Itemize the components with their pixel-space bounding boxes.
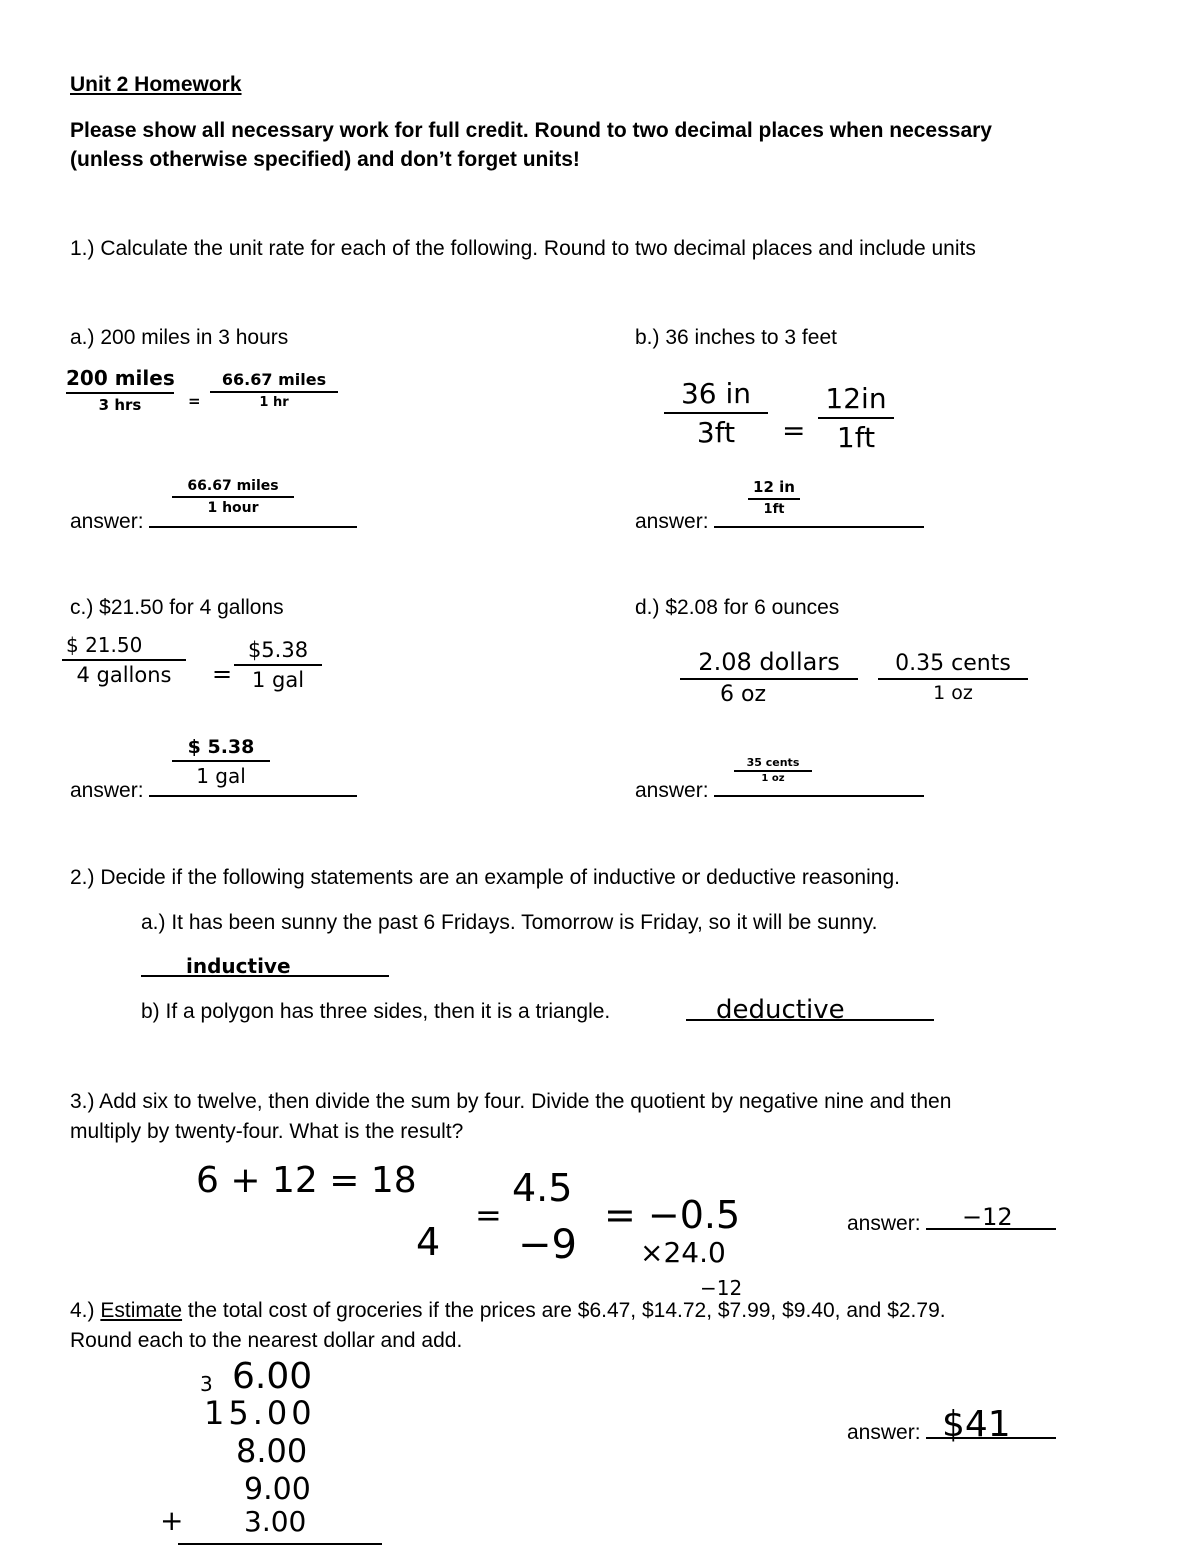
q1b-work-denominator-2: 1ft — [836, 421, 876, 454]
q2a-answer: inductive — [186, 954, 291, 978]
q1c-answer-numerator: $ 5.38 — [187, 736, 255, 758]
q1c-label: c.) $21.50 for 4 gallons — [70, 596, 284, 619]
q1-prompt: 1.) Calculate the unit rate for each of the following. Round to two decimal places and include units — [70, 237, 976, 260]
q1d-answer-numerator: 35 cents — [746, 756, 800, 769]
q3-prompt-line-2: multiply by twenty-four. What is the result? — [70, 1120, 464, 1143]
q1c-work-fraction-1 — [62, 633, 186, 687]
q1a-work-equals: = — [188, 392, 201, 410]
page-title: Unit 2 Homework — [70, 73, 242, 96]
q1b-answer-numerator: 12 in — [753, 478, 795, 496]
q4-estimate-word: Estimate — [100, 1299, 183, 1322]
q1a-answer-label: answer: — [70, 510, 144, 533]
q4-sum-line — [178, 1543, 382, 1545]
q1c-work-equals: = — [212, 660, 233, 688]
q1a-answer-fraction — [172, 478, 294, 516]
q4-prompt-line-2: Round each to the nearest dollar and add. — [70, 1329, 463, 1352]
q1b-work-numerator-2: 12in — [825, 382, 887, 415]
q1d-work-fraction-1 — [680, 648, 858, 707]
q2b-statement: b) If a polygon has three sides, then it is a triangle. — [141, 1000, 611, 1023]
q1d-work-fraction-2 — [878, 651, 1028, 704]
q3-answer-row — [847, 1208, 1056, 1237]
q1c-work-denominator-2: 1 gal — [251, 668, 305, 692]
q1b-work-denominator-1: 3ft — [696, 416, 736, 449]
q3-answer: −12 — [962, 1203, 1013, 1231]
q1d-answer-denominator: 1 oz — [761, 773, 785, 784]
q3-prompt-line-1: 3.) Add six to twelve, then divide the sum by four. Divide the quotient by negative nine and then — [70, 1090, 952, 1113]
q1c-answer-label: answer: — [70, 779, 144, 802]
q1d-work-denominator-2: 1 oz — [933, 682, 973, 704]
q1c-work-denominator-1: 4 gallons — [76, 663, 172, 687]
q2b-answer: deductive — [716, 995, 845, 1025]
q1a-work-fraction-1 — [66, 366, 174, 414]
q1d-work-numerator-1: 2.08 dollars — [698, 648, 840, 676]
q2a-statement: a.) It has been sunny the past 6 Fridays. Tomorrow is Friday, so it will be sunny. — [141, 911, 878, 934]
q1b-answer-fraction — [748, 478, 800, 517]
q1c-work-numerator-1: $ 21.50 — [66, 633, 143, 657]
q3-answer-label: answer: — [847, 1212, 921, 1235]
q1d-answer-fraction — [734, 756, 812, 784]
q1b-work-numerator-1: 36 in — [680, 377, 752, 410]
q4-number: 4.) — [70, 1299, 95, 1322]
q2-prompt: 2.) Decide if the following statements are an example of inductive or deductive reasoning. — [70, 866, 900, 889]
q1b-label: b.) 36 inches to 3 feet — [635, 326, 837, 349]
q1c-work-fraction-2 — [234, 638, 322, 692]
q1a-work-numerator-2: 66.67 miles — [221, 370, 327, 389]
q1a-answer-numerator: 66.67 miles — [187, 478, 279, 494]
q1d-answer-label: answer: — [635, 779, 709, 802]
q4-prompt-rest: the total cost of groceries if the prices are $6.47, $14.72, $7.99, $9.40, and $2.79. — [187, 1299, 946, 1322]
q3-work-numerator-4-5: 4.5 — [512, 1166, 573, 1210]
q4-plus-sign: + — [160, 1504, 184, 1537]
q3-work-multiplier: ×24.0 — [640, 1236, 726, 1269]
q1a-answer-denominator: 1 hour — [207, 500, 259, 516]
q4-answer: $41 — [942, 1404, 1011, 1445]
q4-carry-digit: 3 — [200, 1372, 213, 1396]
q1d-work-denominator-1: 6 oz — [720, 682, 766, 707]
q3-work-product: −12 — [700, 1276, 743, 1300]
q4-prompt-line-1 — [70, 1298, 946, 1324]
q1a-label: a.) 200 miles in 3 hours — [70, 326, 289, 349]
q3-work-result: = −0.5 — [604, 1193, 741, 1237]
q1d-work-numerator-2: 0.35 cents — [895, 651, 1011, 676]
q4-addend-1: 6.00 — [232, 1356, 313, 1397]
q4-addend-4: 9.00 — [244, 1472, 311, 1507]
q1a-work-numerator-1: 200 miles — [66, 366, 175, 390]
q1a-work-denominator-1: 3 hrs — [98, 396, 142, 414]
q4-addend-3: 8.00 — [236, 1432, 308, 1470]
q4-answer-label: answer: — [847, 1421, 921, 1444]
q3-work-sum: 6 + 12 = 18 — [196, 1160, 417, 1201]
q1c-answer-denominator: 1 gal — [196, 764, 246, 788]
q3-work-denominator-4: 4 — [416, 1220, 441, 1264]
q1b-work-fraction-2 — [818, 382, 894, 454]
q4-addend-2: 15.00 — [204, 1394, 316, 1432]
q3-work-equals-1: = — [475, 1196, 502, 1234]
q1b-answer-denominator: 1ft — [763, 502, 785, 517]
q1c-work-numerator-2: $5.38 — [247, 638, 309, 662]
q1b-work-fraction-1 — [664, 377, 768, 449]
q1a-work-denominator-2: 1 hr — [259, 395, 289, 410]
instructions-line-1: Please show all necessary work for full credit. Round to two decimal places when necessary — [70, 119, 992, 142]
q1b-answer-label: answer: — [635, 510, 709, 533]
q1a-work-fraction-2 — [210, 370, 338, 410]
q1b-work-equals: = — [782, 414, 806, 447]
q1d-label: d.) $2.08 for 6 ounces — [635, 596, 840, 619]
q4-addend-5: 3.00 — [244, 1505, 307, 1538]
q1c-answer-fraction — [172, 736, 270, 788]
q3-work-denominator-neg9: −9 — [518, 1222, 577, 1268]
instructions-line-2: (unless otherwise specified) and don’t forget units! — [70, 148, 580, 171]
